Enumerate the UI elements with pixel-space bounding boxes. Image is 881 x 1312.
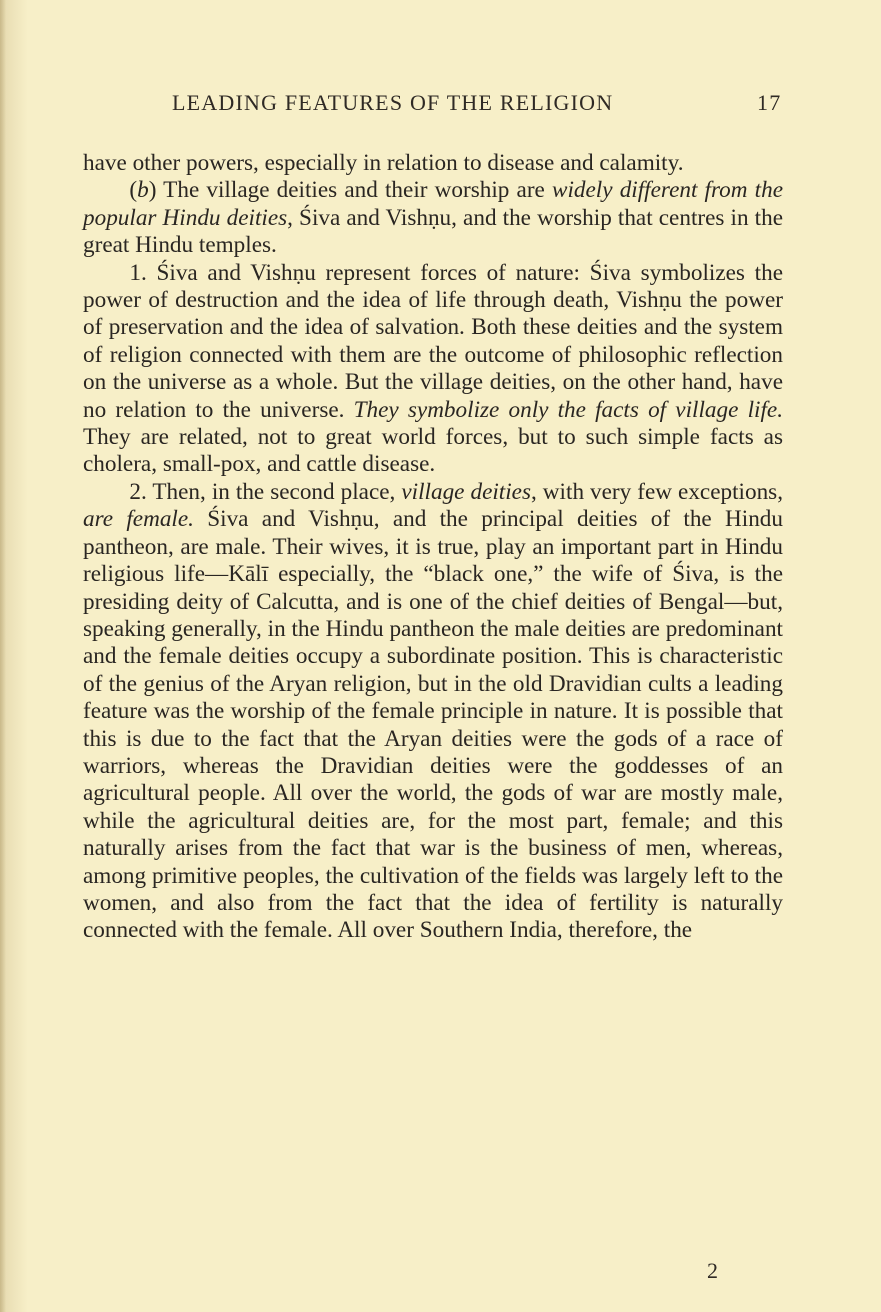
emphasized-text: They symbolize only the facts of village life. [353,396,783,423]
paragraph [83,479,783,945]
text-run: have other powers, especially in relation to disease and calamity. [83,150,684,176]
page-binding-edge [0,0,6,1312]
page-number: 17 [757,90,782,115]
emphasized-text: village deities [401,478,531,505]
paragraph [83,260,783,479]
paragraph [83,177,783,259]
running-title: LEADING FEATURES OF THE RELIGION [172,90,614,115]
text-run: 2. Then, in the second place, [129,478,402,505]
emphasized-text: widely different from the popular Hindu deities [83,177,783,231]
emphasized-text: b [137,177,149,204]
text-run: ) The village deities and their worship are [148,177,552,204]
paragraph [83,150,783,177]
text-run: They are related, not to great world forces, but to such simple facts as cholera, small-pox, and cattle disease. [83,424,783,478]
text-run: 1. Śiva and Vishṇu represent forces of nature: Śiva symbolizes the power of destruction and the idea of life through death, Vishṇu the power of preservation and the idea of salvation. Both these deities and the system of religion connected with them are the outcome of philosophic reflection on the universe as a whole. But the village deities, on the other hand, have no relation to the universe. [83,259,783,423]
text-run: , with very few exceptions, [531,478,783,505]
text-run: Śiva and Vishṇu, and the principal deities of the Hindu pantheon, are male. Their wives, it is true, play an important part in Hindu religious life—Kālī especially, the “black one,” the wife of Śiva, is the presiding deity of Calcutta, and is one of the chief deities of Bengal—but, speaking generally, in the Hindu pantheon the male deities are predominant and the female deities occupy a subordinate position. This is characteristic of the genius of the Aryan religion, but in the old Dravidian cults a leading feature was the worship of the female principle in nature. It is possible that this is due to the fact that the Aryan deities were the gods of a race of warriors, whereas the Dravidian deities were the goddesses of an agricultural people. All over the world, the gods of war are mostly male, while the agricultural deities are, for the most part, female; and this naturally arises from the fact that war is the business of men, whereas, among primitive peoples, the cultivation of the fields was largely left to the women, and also from the fact that the idea of fertility is naturally connected with the female. All over Southern India, therefore, the [83,506,783,944]
signature-mark: 2 [707,1258,718,1283]
text-run: , Śiva and Vishṇu, and the worship that centres in the great Hindu temples. [83,204,783,259]
text-run: ( [129,177,138,204]
body-text [83,150,783,945]
emphasized-text: are female. [83,506,194,533]
